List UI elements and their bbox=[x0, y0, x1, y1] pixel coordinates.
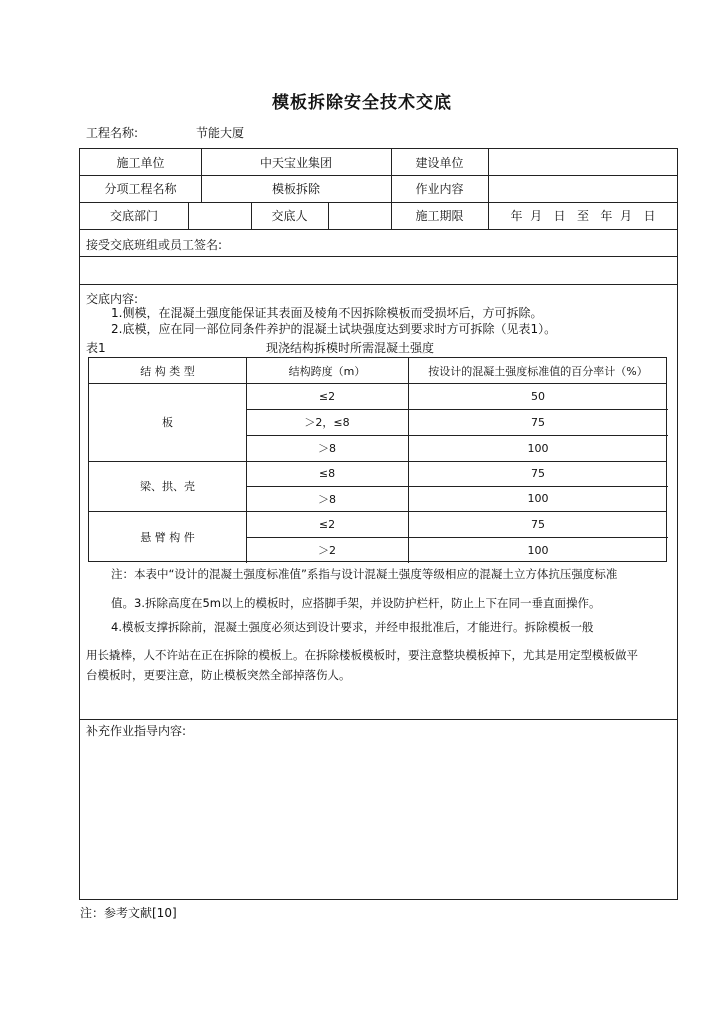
span-cell: ≤2 bbox=[318, 389, 336, 403]
note-line-2: 值。3.拆除高度在5m以上的模板时，应搭脚手架，并设防护栏杆，防止上下在同一垂直面操作。 bbox=[111, 596, 601, 610]
percent-cell: 100 bbox=[527, 543, 549, 557]
content-item-2: 2.底模，应在同一部位同条件养护的混凝土试块强度达到要求时方可拆除（见表1）。 bbox=[111, 322, 557, 336]
span-cell: ＞2 bbox=[318, 544, 336, 557]
table-caption: 现浇结构拆模时所需混凝土强度 bbox=[266, 341, 435, 355]
content-item-1: 1.侧模，在混凝土强度能保证其表面及棱角不因拆除模板而受损坏后，方可拆除。 bbox=[111, 306, 543, 320]
header-span: 结构跨度（m） bbox=[288, 364, 366, 378]
row-divider bbox=[80, 719, 677, 720]
percent-cell: 50 bbox=[531, 389, 545, 403]
briefer-label: 交底人 bbox=[271, 209, 308, 223]
span-cell: ＞8 bbox=[318, 442, 336, 455]
briefer-value[interactable] bbox=[328, 202, 391, 229]
note-line-4: 用长撬棒，人不许站在正在拆除的模板上。在拆除楼板模板时，要注意整块模板掉下，尤其是用定型模板做平 bbox=[86, 648, 638, 662]
span-cell: ＞2，≤8 bbox=[304, 416, 350, 429]
construction-unit-value: 中天宝业集团 bbox=[259, 155, 332, 170]
row-divider bbox=[80, 229, 677, 230]
span-cell: ≤8 bbox=[318, 467, 336, 480]
type-slab: 板 bbox=[162, 416, 173, 429]
span-cell: ≤2 bbox=[318, 517, 336, 531]
document-title: 模板拆除安全技术交底 bbox=[272, 93, 452, 113]
footer-note: 注：参考文献[10] bbox=[80, 906, 177, 920]
work-content-value[interactable] bbox=[488, 175, 678, 202]
type-beam-arch-shell: 梁、拱、壳 bbox=[140, 480, 195, 493]
note-line-3: 4.模板支撑拆除前，混凝土强度必须达到设计要求，并经申报批准后，才能进行。拆除模板一般 bbox=[111, 620, 594, 634]
content-label: 交底内容: bbox=[86, 292, 139, 306]
percent-cell: 100 bbox=[527, 441, 549, 455]
header-structure-type: 结 构 类 型 bbox=[140, 364, 195, 378]
supplement-label: 补充作业指导内容: bbox=[86, 724, 187, 738]
strength-table bbox=[88, 357, 667, 562]
row-divider bbox=[80, 256, 677, 257]
note-line-1: 注：本表中“设计的混凝土强度标准值”系指与设计混凝土强度等级相应的混凝土立方体抗压强度标准 bbox=[111, 567, 618, 581]
row-divider bbox=[80, 284, 677, 285]
percent-cell: 75 bbox=[531, 517, 545, 531]
construction-period-value: 年 月 日 至 年 月 日 bbox=[510, 209, 656, 223]
sub-project-label: 分项工程名称 bbox=[104, 182, 177, 196]
briefing-dept-label: 交底部门 bbox=[109, 209, 158, 223]
span-cell: ＞8 bbox=[318, 492, 336, 506]
work-content-label: 作业内容 bbox=[415, 182, 464, 196]
sub-project-value: 模板拆除 bbox=[271, 182, 320, 196]
header-percent: 按设计的混凝土强度标准值的百分率计（%） bbox=[428, 364, 648, 378]
owner-unit-value[interactable] bbox=[488, 149, 678, 175]
construction-unit-label: 施工单位 bbox=[116, 155, 165, 170]
owner-unit-label: 建设单位 bbox=[415, 155, 464, 170]
construction-period-label: 施工期限 bbox=[415, 209, 464, 223]
briefing-dept-value[interactable] bbox=[188, 202, 251, 229]
percent-cell: 100 bbox=[527, 492, 549, 505]
note-line-5: 台模板时，更要注意，防止模板突然全部掉落伤人。 bbox=[86, 668, 351, 682]
percent-cell: 75 bbox=[531, 415, 545, 429]
type-cantilever: 悬 臂 构 件 bbox=[140, 531, 195, 544]
table-number: 表1 bbox=[86, 341, 106, 355]
signature-label: 接受交底班组或员工签名: bbox=[86, 238, 223, 252]
project-name-value: 节能大厦 bbox=[196, 126, 245, 140]
project-name-label: 工程名称: bbox=[86, 126, 139, 140]
percent-cell: 75 bbox=[531, 467, 545, 480]
